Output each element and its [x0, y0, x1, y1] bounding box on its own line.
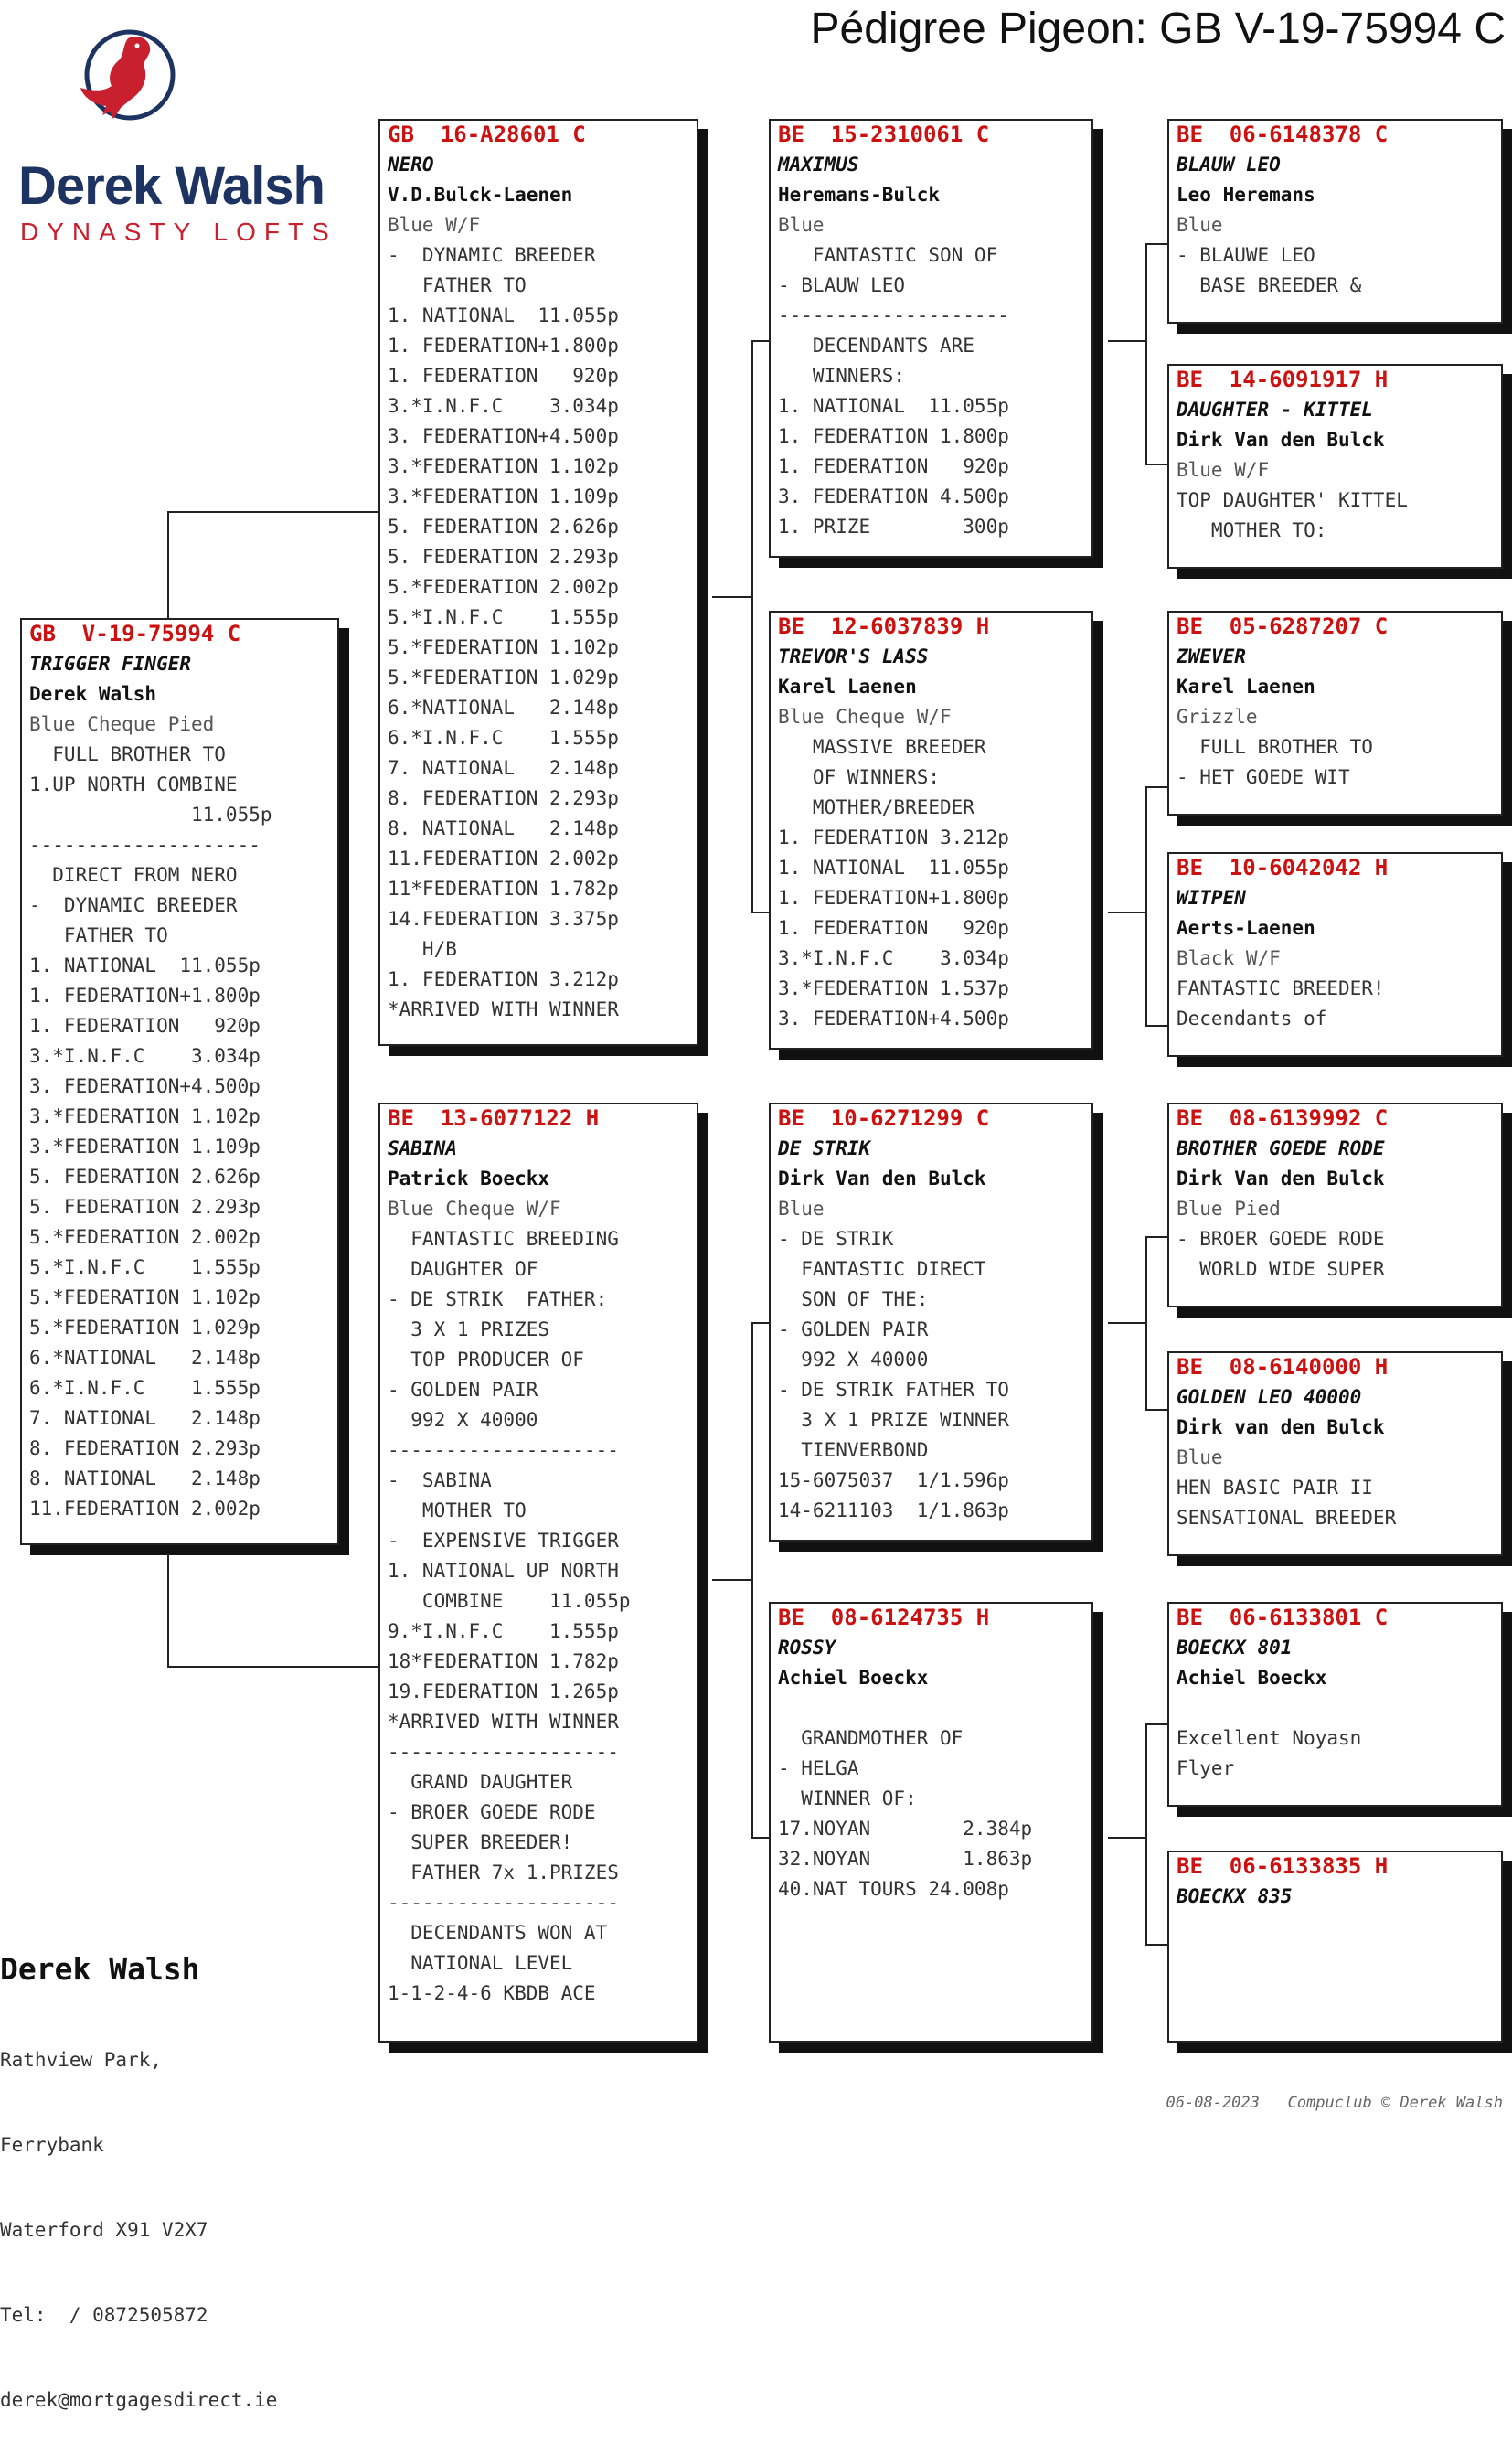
info-line: - EXPENSIVE TRIGGER	[388, 1530, 619, 1552]
info-line: MASSIVE BREEDER	[778, 736, 986, 758]
info-line: DAUGHTER OF	[388, 1258, 538, 1280]
pigeon-color: Grizzle	[1177, 706, 1258, 728]
pigeon-color	[778, 1693, 1084, 1723]
info-line: --------------------	[29, 834, 261, 856]
info-line: FATHER TO	[388, 274, 527, 296]
pedigree-box-sire-sire-sire	[1167, 119, 1503, 324]
info-line: 3.*I.N.F.C 3.034p	[388, 395, 619, 417]
info-line: 3.*FEDERATION 1.537p	[778, 977, 1009, 999]
info-line: --------------------	[388, 1892, 619, 1914]
info-line: 992 X 40000	[388, 1409, 538, 1431]
breeder-name: V.D.Bulck-Laenen	[388, 184, 573, 206]
info-line: FANTASTIC BREEDING	[388, 1228, 619, 1250]
info-line: SUPER BREEDER!	[388, 1831, 573, 1853]
info-line: WORLD WIDE SUPER	[1177, 1258, 1385, 1280]
pigeon-name: BROTHER GOEDE RODE	[1177, 1137, 1385, 1159]
pigeon-color: Blue	[1177, 1446, 1223, 1468]
info-line: FANTASTIC SON OF	[778, 244, 998, 266]
info-line: H/B	[388, 938, 457, 960]
connector-line	[1145, 786, 1147, 1026]
info-line: 5. FEDERATION 2.293p	[388, 546, 619, 568]
pedigree-box-sire-dam	[769, 611, 1093, 1050]
pigeon-name: DE STRIK	[778, 1137, 871, 1159]
info-line: 1. FEDERATION 3.212p	[388, 968, 619, 990]
pedigree-box-sire-sire-dam	[1167, 364, 1503, 569]
info-line: MOTHER TO:	[1177, 519, 1327, 541]
pedigree-box-dam-dam-dam	[1167, 1851, 1503, 2043]
info-line: 3 X 1 PRIZES	[388, 1318, 550, 1340]
breeder-name: Aerts-Laenen	[1177, 917, 1315, 939]
breeder-name: Patrick Boeckx	[388, 1168, 550, 1189]
info-line: - HET GOEDE WIT	[1177, 766, 1350, 788]
info-line: 3.*FEDERATION 1.102p	[29, 1105, 261, 1127]
connector-line	[712, 596, 753, 598]
info-line: TOP DAUGHTER' KITTEL	[1177, 489, 1408, 511]
ring-number: BE 08-6140000 H	[1177, 1354, 1389, 1380]
pigeon-name: WITPEN	[1177, 887, 1246, 909]
info-line: 1. PRIZE 300p	[778, 516, 1009, 538]
breeder-name: Achiel Boeckx	[1177, 1667, 1327, 1689]
pigeon-name: ZWEVER	[1177, 645, 1246, 667]
pedigree-box-sire-sire	[769, 119, 1093, 558]
info-line: 5.*I.N.F.C 1.555p	[388, 606, 619, 628]
info-line: - DYNAMIC BREEDER	[29, 894, 238, 916]
ring-number: BE 06-6148378 C	[1177, 122, 1389, 147]
breeder-name: Achiel Boeckx	[778, 1667, 929, 1689]
pigeon-color: Blue	[778, 1198, 825, 1220]
info-line: --------------------	[778, 304, 1009, 326]
info-line: 3. FEDERATION+4.500p	[778, 1008, 1009, 1029]
info-line: 40.NAT TOURS 24.008p	[778, 1878, 1009, 1900]
info-line: OF WINNERS:	[778, 766, 941, 788]
connector-line	[751, 340, 753, 912]
breeder-name: Dirk van den Bulck	[1177, 1416, 1385, 1438]
info-line: FULL BROTHER TO	[1177, 736, 1373, 758]
logo-subtitle: DYNASTY LOFTS	[20, 218, 337, 246]
info-line: TIENVERBOND	[778, 1439, 929, 1461]
pedigree-box-sire	[378, 119, 698, 1046]
info-line: GRANDMOTHER OF	[778, 1727, 964, 1749]
info-line: BASE BREEDER &	[1177, 274, 1362, 296]
info-line: 5.*FEDERATION 1.102p	[388, 636, 619, 658]
pigeon-name: DAUGHTER - KITTEL	[1177, 399, 1373, 421]
address-line: Tel: / 0872505872	[0, 2304, 208, 2326]
logo-name: Derek Walsh	[18, 156, 325, 216]
pedigree-box-dam-sire-dam	[1167, 1351, 1503, 1556]
info-line: 1. FEDERATION 3.212p	[778, 827, 1009, 848]
info-line: 14-6211103 1/1.863p	[778, 1499, 1009, 1521]
pigeon-color: Blue Cheque W/F	[778, 706, 952, 728]
info-line: 5. FEDERATION 2.626p	[388, 516, 619, 538]
ring-number: GB V-19-75994 C	[29, 621, 241, 646]
pedigree-box-sire-dam-sire	[1167, 611, 1503, 816]
info-line: 5.*FEDERATION 2.002p	[388, 576, 619, 598]
info-line: FULL BROTHER TO	[29, 743, 226, 765]
pedigree-box-dam-sire	[769, 1103, 1093, 1542]
connector-line	[167, 511, 381, 513]
info-line: 3.*FEDERATION 1.109p	[29, 1136, 261, 1157]
info-line: 11.055p	[29, 804, 272, 826]
pigeon-color: Blue	[778, 214, 825, 236]
info-line: 5.*FEDERATION 2.002p	[29, 1226, 261, 1248]
pigeon-name: TREVOR'S LASS	[778, 645, 929, 667]
breeder-name: Dirk Van den Bulck	[1177, 429, 1385, 451]
info-line: COMBINE 11.055p	[388, 1590, 631, 1612]
info-line: 1. FEDERATION+1.800p	[29, 985, 261, 1007]
ring-number: BE 05-6287207 C	[1177, 613, 1389, 639]
logo	[13, 27, 342, 247]
info-line: - SABINA	[388, 1469, 492, 1491]
info-line: 7. NATIONAL 2.148p	[388, 757, 619, 779]
ring-number: GB 16-A28601 C	[388, 122, 586, 147]
pedigree-box-dam-sire-sire	[1167, 1103, 1503, 1307]
info-line: --------------------	[388, 1741, 619, 1763]
email-link[interactable]: derek@mortgagesdirect.ie	[0, 2389, 278, 2411]
pedigree-box-dam-dam	[769, 1602, 1093, 2043]
info-line: 1. FEDERATION 920p	[388, 365, 619, 387]
info-line: 8. NATIONAL 2.148p	[29, 1467, 261, 1489]
info-line: 1. FEDERATION+1.800p	[778, 887, 1009, 909]
pigeon-name: ROSSY	[778, 1637, 836, 1659]
ring-number: BE 06-6133801 C	[1177, 1605, 1389, 1630]
pedigree-box-sire-dam-dam	[1167, 852, 1503, 1057]
ring-number: BE 10-6271299 C	[778, 1105, 990, 1131]
info-line: - BLAUW LEO	[778, 274, 906, 296]
info-line: SON OF THE:	[778, 1288, 929, 1310]
address-line: Rathview Park,	[0, 2049, 163, 2071]
info-line: GRAND DAUGHTER	[388, 1771, 573, 1793]
info-line: WINNERS:	[778, 365, 906, 387]
connector-line	[167, 1666, 381, 1668]
info-line: 3.*FEDERATION 1.109p	[388, 485, 619, 507]
info-line: Decendants of	[1177, 1008, 1327, 1029]
info-line: DECENDANTS ARE	[778, 335, 974, 357]
info-line: SENSATIONAL BREEDER	[1177, 1507, 1397, 1529]
info-line: - BROER GOEDE RODE	[388, 1801, 596, 1823]
owner-name: Derek Walsh	[0, 1951, 200, 1987]
footer-credit: 06-08-2023 Compuclub © Derek Walsh	[1166, 2094, 1503, 2112]
info-line: DECENDANTS WON AT	[388, 1922, 608, 1944]
info-line: 1. NATIONAL 11.055p	[388, 304, 619, 326]
info-line: HEN BASIC PAIR II	[1177, 1477, 1373, 1499]
ring-number: BE 06-6133835 H	[1177, 1853, 1389, 1879]
pedigree-box-subject	[20, 618, 339, 1545]
info-line: 5. FEDERATION 2.626p	[29, 1166, 261, 1188]
pigeon-color	[1177, 1693, 1494, 1723]
ring-number: BE 13-6077122 H	[388, 1105, 600, 1131]
info-line: 1. NATIONAL 11.055p	[778, 857, 1009, 879]
info-line: - DE STRIK	[778, 1228, 894, 1250]
page-title: Pédigree Pigeon: GB V-19-75994 C	[810, 5, 1506, 53]
info-line: *ARRIVED WITH WINNER	[388, 1711, 619, 1733]
info-line: 3. FEDERATION+4.500p	[388, 425, 619, 447]
breeder-name: Karel Laenen	[1177, 676, 1315, 698]
info-line: 1-1-2-4-6 KBDB ACE	[388, 1982, 596, 2004]
info-line: 6.*I.N.F.C 1.555p	[388, 727, 619, 749]
info-line: FANTASTIC DIRECT	[778, 1258, 986, 1280]
info-line: - DE STRIK FATHER TO	[778, 1379, 1009, 1401]
breeder-name: Heremans-Bulck	[778, 184, 941, 206]
breeder-name: Karel Laenen	[778, 676, 917, 698]
info-line: WINNER OF:	[778, 1787, 917, 1809]
connector-line	[1108, 340, 1147, 342]
pigeon-name: SABINA	[388, 1137, 457, 1159]
ring-number: BE 10-6042042 H	[1177, 855, 1389, 880]
connector-line	[1145, 243, 1147, 464]
info-line: 5.*FEDERATION 1.029p	[388, 667, 619, 688]
info-line: - GOLDEN PAIR	[778, 1318, 929, 1340]
pigeon-name: BOECKX 835	[1177, 1885, 1293, 1907]
pigeon-name: NERO	[388, 154, 434, 176]
info-line: FANTASTIC BREEDER!	[1177, 977, 1385, 999]
info-line: Excellent Noyasn	[1177, 1727, 1362, 1749]
ring-number: BE 08-6124735 H	[778, 1605, 990, 1630]
breeder-name: Leo Heremans	[1177, 184, 1315, 206]
info-line: TOP PRODUCER OF	[388, 1349, 584, 1371]
connector-line	[1108, 912, 1147, 913]
pigeon-color: Blue Pied	[1177, 1198, 1281, 1220]
info-line: DIRECT FROM NERO	[29, 864, 238, 886]
info-line: 7. NATIONAL 2.148p	[29, 1407, 261, 1429]
info-line: 3.*I.N.F.C 3.034p	[29, 1045, 261, 1067]
pigeon-name: MAXIMUS	[778, 154, 859, 176]
pigeon-logo-icon	[73, 27, 192, 128]
address-line: Ferrybank	[0, 2134, 104, 2156]
info-line: 992 X 40000	[778, 1349, 929, 1371]
info-line: 11*FEDERATION 1.782p	[388, 878, 619, 900]
pigeon-color: Blue Cheque W/F	[388, 1198, 561, 1220]
pigeon-color: Blue W/F	[388, 214, 481, 236]
info-line: 6.*NATIONAL 2.148p	[29, 1347, 261, 1369]
connector-line	[1145, 1723, 1147, 1945]
pigeon-name: BLAUW LEO	[1177, 154, 1281, 176]
info-line: 9.*I.N.F.C 1.555p	[388, 1620, 619, 1642]
info-line: 1. FEDERATION+1.800p	[388, 335, 619, 357]
info-line: 15-6075037 1/1.596p	[778, 1469, 1009, 1491]
info-line: 18*FEDERATION 1.782p	[388, 1650, 619, 1672]
info-line: 3. FEDERATION+4.500p	[29, 1075, 261, 1097]
breeder-name: Derek Walsh	[29, 683, 157, 705]
info-line: 32.NOYAN 1.863p	[778, 1848, 1033, 1870]
info-line: 1. NATIONAL 11.055p	[778, 395, 1009, 417]
pigeon-color: Blue Cheque Pied	[29, 713, 215, 735]
pedigree-box-dam-dam-sire	[1167, 1602, 1503, 1807]
info-line: 8. FEDERATION 2.293p	[29, 1437, 261, 1459]
info-line: 1. FEDERATION 920p	[29, 1015, 261, 1037]
info-line: FATHER TO	[29, 924, 168, 946]
info-line: MOTHER/BREEDER	[778, 796, 974, 818]
pigeon-color: Blue	[1177, 214, 1223, 236]
info-line: *ARRIVED WITH WINNER	[388, 998, 619, 1020]
pigeon-name: GOLDEN LEO 40000	[1177, 1386, 1362, 1408]
owner-address	[0, 1893, 277, 2443]
info-line: 8. NATIONAL 2.148p	[388, 817, 619, 839]
info-line: 14.FEDERATION 3.375p	[388, 908, 619, 930]
info-line: 1. FEDERATION 1.800p	[778, 425, 1009, 447]
info-line: - GOLDEN PAIR	[388, 1379, 538, 1401]
ring-number: BE 14-6091917 H	[1177, 367, 1389, 392]
info-line: - BLAUWE LEO	[1177, 244, 1315, 266]
info-line: NATIONAL LEVEL	[388, 1952, 573, 1974]
info-line: 3 X 1 PRIZE WINNER	[778, 1409, 1009, 1431]
address-line: Waterford X91 V2X7	[0, 2219, 208, 2241]
info-line: 8. FEDERATION 2.293p	[388, 787, 619, 809]
pedigree-box-dam	[378, 1103, 698, 2043]
info-line: Flyer	[1177, 1757, 1235, 1779]
connector-line	[1108, 1322, 1147, 1324]
pigeon-color: Black W/F	[1177, 947, 1281, 969]
info-line: 17.NOYAN 2.384p	[778, 1818, 1033, 1840]
info-line: --------------------	[388, 1439, 619, 1461]
ring-number: BE 12-6037839 H	[778, 613, 990, 639]
pigeon-name: BOECKX 801	[1177, 1637, 1293, 1659]
info-line: 1. NATIONAL 11.055p	[29, 955, 261, 976]
info-line: 19.FEDERATION 1.265p	[388, 1680, 619, 1702]
ring-number: BE 08-6139992 C	[1177, 1105, 1389, 1131]
info-line: - DE STRIK FATHER:	[388, 1288, 608, 1310]
ring-number: BE 15-2310061 C	[778, 122, 990, 147]
info-line: 3. FEDERATION 4.500p	[778, 485, 1009, 507]
info-line: MOTHER TO	[388, 1499, 527, 1521]
pigeon-name: TRIGGER FINGER	[29, 653, 192, 675]
info-line: 3.*FEDERATION 1.102p	[388, 455, 619, 477]
info-line: 6.*NATIONAL 2.148p	[388, 697, 619, 719]
info-line: 1. NATIONAL UP NORTH	[388, 1560, 619, 1582]
info-line: 5. FEDERATION 2.293p	[29, 1196, 261, 1218]
info-line: 6.*I.N.F.C 1.555p	[29, 1377, 261, 1399]
info-line: 5.*I.N.F.C 1.555p	[29, 1256, 261, 1278]
info-line: 1. FEDERATION 920p	[778, 455, 1009, 477]
info-line: 1. FEDERATION 920p	[778, 917, 1009, 939]
connector-line	[712, 1579, 753, 1581]
breeder-name: Dirk Van den Bulck	[1177, 1168, 1385, 1189]
info-line: - DYNAMIC BREEDER	[388, 244, 596, 266]
info-line: 5.*FEDERATION 1.029p	[29, 1317, 261, 1339]
info-line: - BROER GOEDE RODE	[1177, 1228, 1385, 1250]
info-line: 11.FEDERATION 2.002p	[29, 1498, 261, 1520]
breeder-name: Dirk Van den Bulck	[778, 1168, 986, 1189]
pigeon-color: Blue W/F	[1177, 459, 1270, 481]
info-line: FATHER 7x 1.PRIZES	[388, 1862, 619, 1883]
info-line: 3.*I.N.F.C 3.034p	[778, 947, 1009, 969]
info-line: - HELGA	[778, 1757, 859, 1779]
connector-line	[1108, 1837, 1147, 1839]
info-line: 5.*FEDERATION 1.102p	[29, 1286, 261, 1308]
info-line: 11.FEDERATION 2.002p	[388, 848, 619, 869]
info-line: 1.UP NORTH COMBINE	[29, 773, 238, 795]
